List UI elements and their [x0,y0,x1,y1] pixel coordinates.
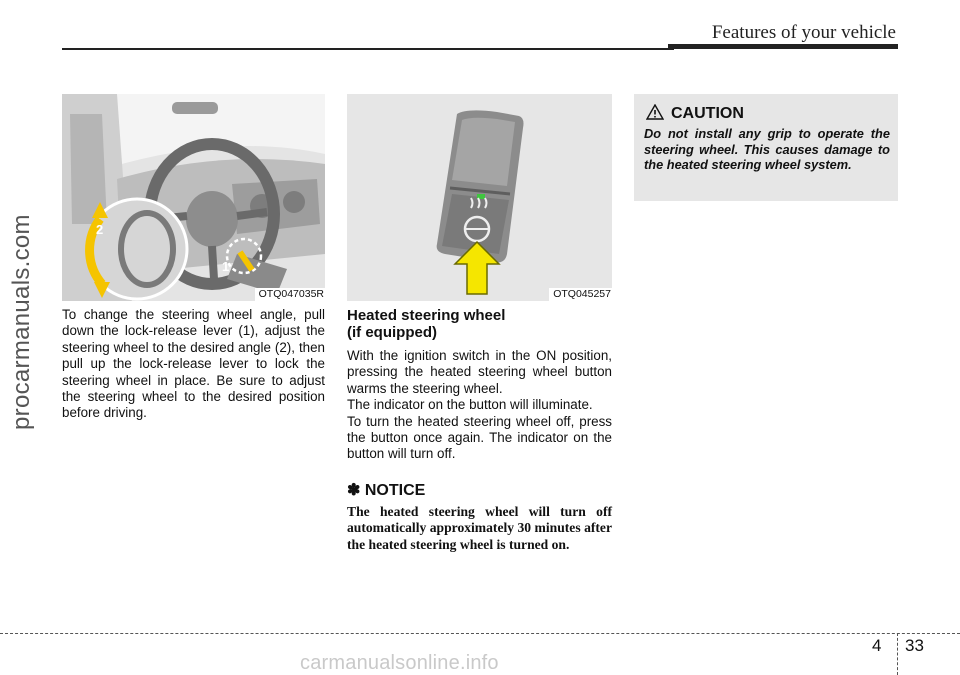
steering-tilt-illustration [62,94,325,301]
heated-wheel-section [347,307,612,553]
chapter-number: 4 [872,636,882,655]
caution-text: Do not install any grip to operate the steering wheel. This causes damage to the heated steering wheel system. [644,126,890,173]
figure-code: OTQ045257 [549,288,612,301]
page-number: 33 [905,636,924,655]
warning-triangle-icon [646,104,664,120]
section-heading-line1: Heated steering wheel [347,307,506,324]
header-rule-accent [668,44,898,49]
notice-text: The heated steering wheel will turn off automatically approximately 30 minutes after the heated steering wheel is turned on. [347,503,612,552]
heated-wheel-body [347,348,612,463]
header-rule [62,48,674,50]
caution-box [634,94,898,201]
page-header-title: Features of your vehicle [711,22,896,43]
footer-watermark: carmanualsonline.info [300,652,499,674]
page-number-separator [897,633,898,675]
section-heading-line2: (if equipped) [347,324,437,341]
notice-title: ✽ NOTICE [347,481,426,499]
side-watermark: procarmanuals.com [8,214,35,430]
steering-tilt-paragraph: To change the steering wheel angle, pull down the lock-release lever (1), adjust the steering wheel to the desired angle (2), then pull up the lock-release lever to lock the steering wheel in place. Be sure to adjust the steering wheel to the desired position before driving. [62,307,325,421]
callout-1: 1 [222,259,230,274]
caution-title: CAUTION [671,105,744,122]
steering-tilt-instructions [62,307,325,422]
heated-wheel-paragraph-3: To turn the heated steering wheel off, press the button once again. The indicator on the button will turn off. [347,413,612,462]
steering-tilt-figure [62,94,325,301]
heated-wheel-paragraph-2: The indicator on the button will illuminate. [347,397,593,413]
callout-2: 2 [96,222,104,237]
heated-wheel-paragraph-1: With the ignition switch in the ON position, pressing the heated steering wheel button warms the steering wheel. [347,348,612,396]
heated-button-illustration [347,94,612,301]
figure-code: OTQ047035R [255,288,325,301]
footer-rule [0,633,960,634]
section-heading [347,307,612,341]
heated-button-figure [347,94,612,301]
